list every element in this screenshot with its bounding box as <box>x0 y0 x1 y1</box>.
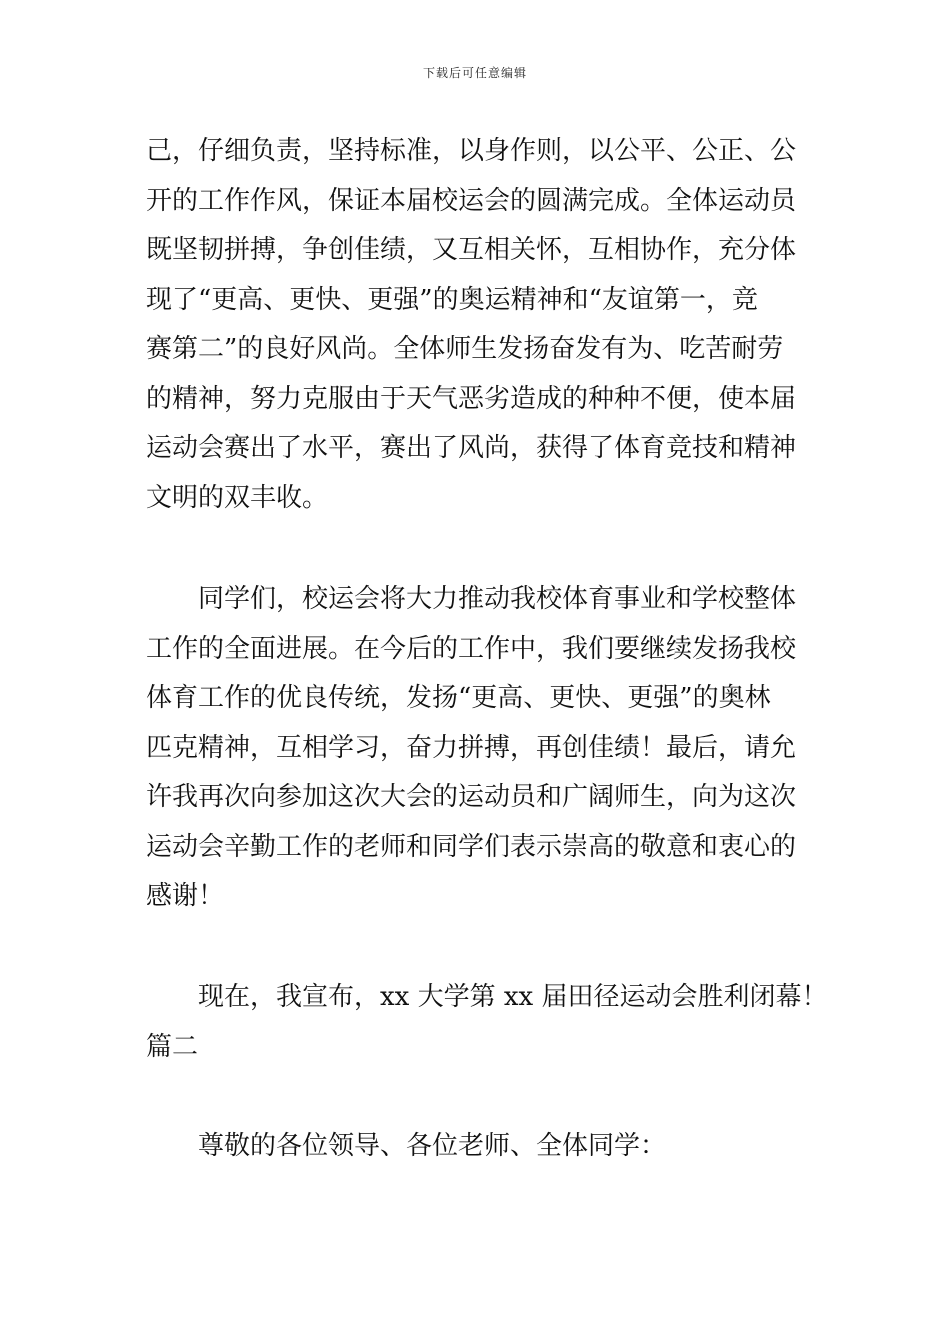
paragraph-2 <box>146 575 806 922</box>
paragraph-2-line: 匹克精神，互相学习，奋力拼搏，再创佳绩！最后，请允 <box>146 732 797 763</box>
paragraph-1-line: 赛第二”的良好风尚。全体师生发扬奋发有为、吃苦耐劳 <box>146 334 784 364</box>
paragraph-2-line: 工作的全面进展。在今后的工作中，我们要继续发扬我校 <box>146 633 797 664</box>
paragraph-2-line: 同学们，校运会将大力推动我校体育事业和学校整体 <box>198 584 797 614</box>
paragraph-1-line: 己，仔细负责，坚持标准，以身作则，以公平、公正、公 <box>146 136 797 166</box>
closing-declaration: 现在，我宣布，xx 大学第 xx 届田径运动会胜利闭幕！ <box>198 982 828 1012</box>
paragraph-2-line: 许我再次向参加这次大会的运动员和广阔师生，向为这次 <box>146 782 797 812</box>
paragraph-1-line: 既坚韧拼搏，争创佳绩，又互相关怀，互相协作，充分体 <box>146 235 797 265</box>
paragraph-1 <box>146 127 806 523</box>
paragraph-2-line: 感谢！ <box>146 881 225 911</box>
page-header-note: 下载后可任意编辑 <box>422 66 527 80</box>
paragraph-1-line: 的精神，努力克服由于天气恶劣造成的种种不便，使本届 <box>146 383 797 414</box>
paragraph-4 <box>146 1122 806 1172</box>
paragraph-3 <box>146 973 828 1072</box>
paragraph-2-line: 运动会辛勤工作的老师和同学们表示崇高的敬意和衷心的 <box>146 831 797 862</box>
paragraph-1-line: 文明的双丰收。 <box>146 482 329 513</box>
paragraph-1-line: 开的工作作风，保证本届校运会的圆满完成。全体运动员 <box>146 185 797 216</box>
paragraph-1-line: 运动会赛出了水平，赛出了风尚，获得了体育竞技和精神 <box>146 433 797 463</box>
paragraph-2-line: 体育工作的优良传统，发扬“更高、更快、更强”的奥林 <box>146 683 771 713</box>
section-label: 篇二 <box>146 1031 199 1062</box>
paragraph-1-line: 现了“更高、更快、更强”的奥运精神和“友谊第一，竞 <box>146 284 758 315</box>
salutation: 尊敬的各位领导、各位老师、全体同学： <box>198 1131 667 1161</box>
